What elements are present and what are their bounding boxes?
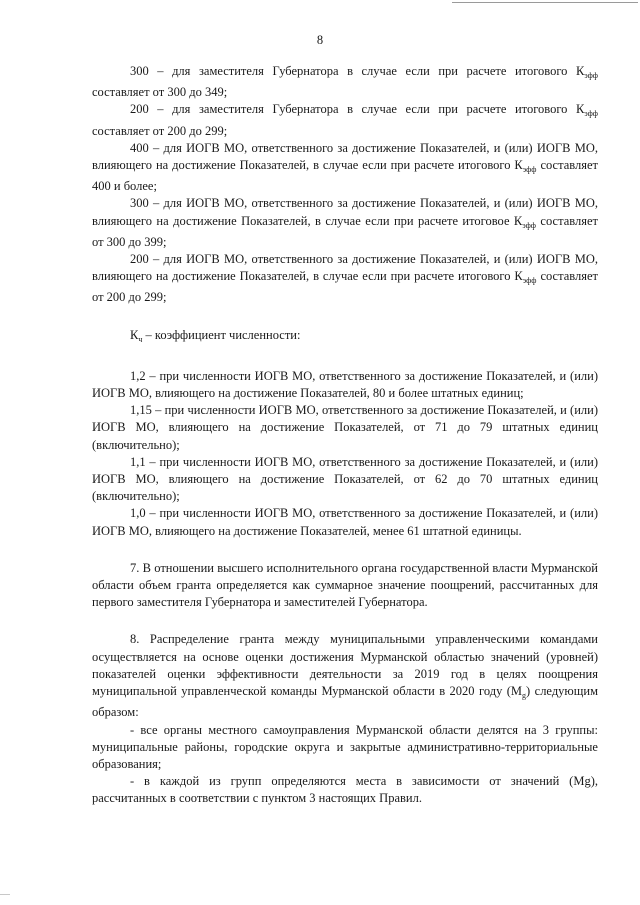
bullet-2: - в каждой из групп определяются места в зависимости от значений (Mg), рассчитанных в соответствии с пунктом 3 настоящих Правил. — [92, 774, 598, 806]
paragraph-b-3: 1,1 – при численности ИОГВ МО, ответственного за достижение Показателей, и (или) ИОГВ МО, влияющего на достижение Показателей, от 62 до 70 штатных единиц (включительно); — [92, 454, 598, 504]
paragraph-a-4: 300 – для ИОГВ МО, ответственного за достижение Показателей, и (или) ИОГВ МО, влияющего на достижение Показателей, в случае если при расчете итоговое $К_{эфф}$ составляет от 300 до 399; — [92, 196, 598, 249]
bullet-1: - все органы местного самоуправления Мурманской области делятся на 3 группы: муниципальные районы, городские округа и закрытые административно-территориальные образования; — [92, 722, 598, 771]
header-rule — [452, 2, 638, 3]
paragraph-a-2: 200 – для заместителя Губернатора в случае если при расчете итогового $К_{эфф}$ составляет от 200 до 299; — [92, 102, 598, 138]
paragraph-a-3: 400 – для ИОГВ МО, ответственного за достижение Показателей, и (или) ИОГВ МО, влияющего на достижение Показателей, в случае если при расчете итогового $К_{эфф}$ составляет 400 и более; — [92, 140, 599, 194]
page-number: 8 — [316, 33, 324, 47]
kch-heading: $К_ч$ – коэффициент численности: — [130, 327, 301, 344]
item-7: 7. В отношении высшего исполнительного органа государственной власти Мурманской области объем гранта определяется как суммарное значение поощрений, рассчитанных для первого заместителя Губернатора и заместителей Губернатора. — [92, 560, 598, 610]
paragraph-b-4: 1,0 – при численности ИОГВ МО, ответственного за достижение Показателей, и (или) ИОГВ МО, влияющего на достижение Показателей, менее 61 штатной единицы. — [92, 506, 598, 538]
paragraph-b-1: 1,2 – при численности ИОГВ МО, ответственного за достижение Показателей, и (или) ИОГВ МО, влияющего на достижение Показателей, 80 и более штатных единиц; — [92, 368, 598, 401]
corner-mark — [0, 894, 10, 895]
paragraph-b-2: 1,15 – при численности ИОГВ МО, ответственного за достижение Показателей, и (или) ИОГВ МО, влияющего на достижение Показателей, от 71 до 79 штатных единиц (включительно); — [92, 403, 598, 452]
document-body — [92, 63, 598, 808]
paragraph-a-5: 200 – для ИОГВ МО, ответственного за достижение Показателей, и (или) ИОГВ МО, влияющего на достижение Показателей, в случае если при расчете итогового $К_{эфф}$ составляет от 200 до 299; — [92, 252, 599, 305]
item-8: 8. Распределение гранта между муниципальными управленческими командами осуществляется на основе оценки достижения Мурманской областью значений (уровней) показателей оценки эффективности деятельности за 2019 год в целях поощрения муниципальной управленческой команды Мурманской области в 2020 году $(М_g)$ следующим образом: — [92, 632, 598, 720]
paragraph-a-1: 300 – для заместителя Губернатора в случае если при расчете итогового $К_{эфф}$ составляет от 300 до 349; — [92, 64, 598, 100]
